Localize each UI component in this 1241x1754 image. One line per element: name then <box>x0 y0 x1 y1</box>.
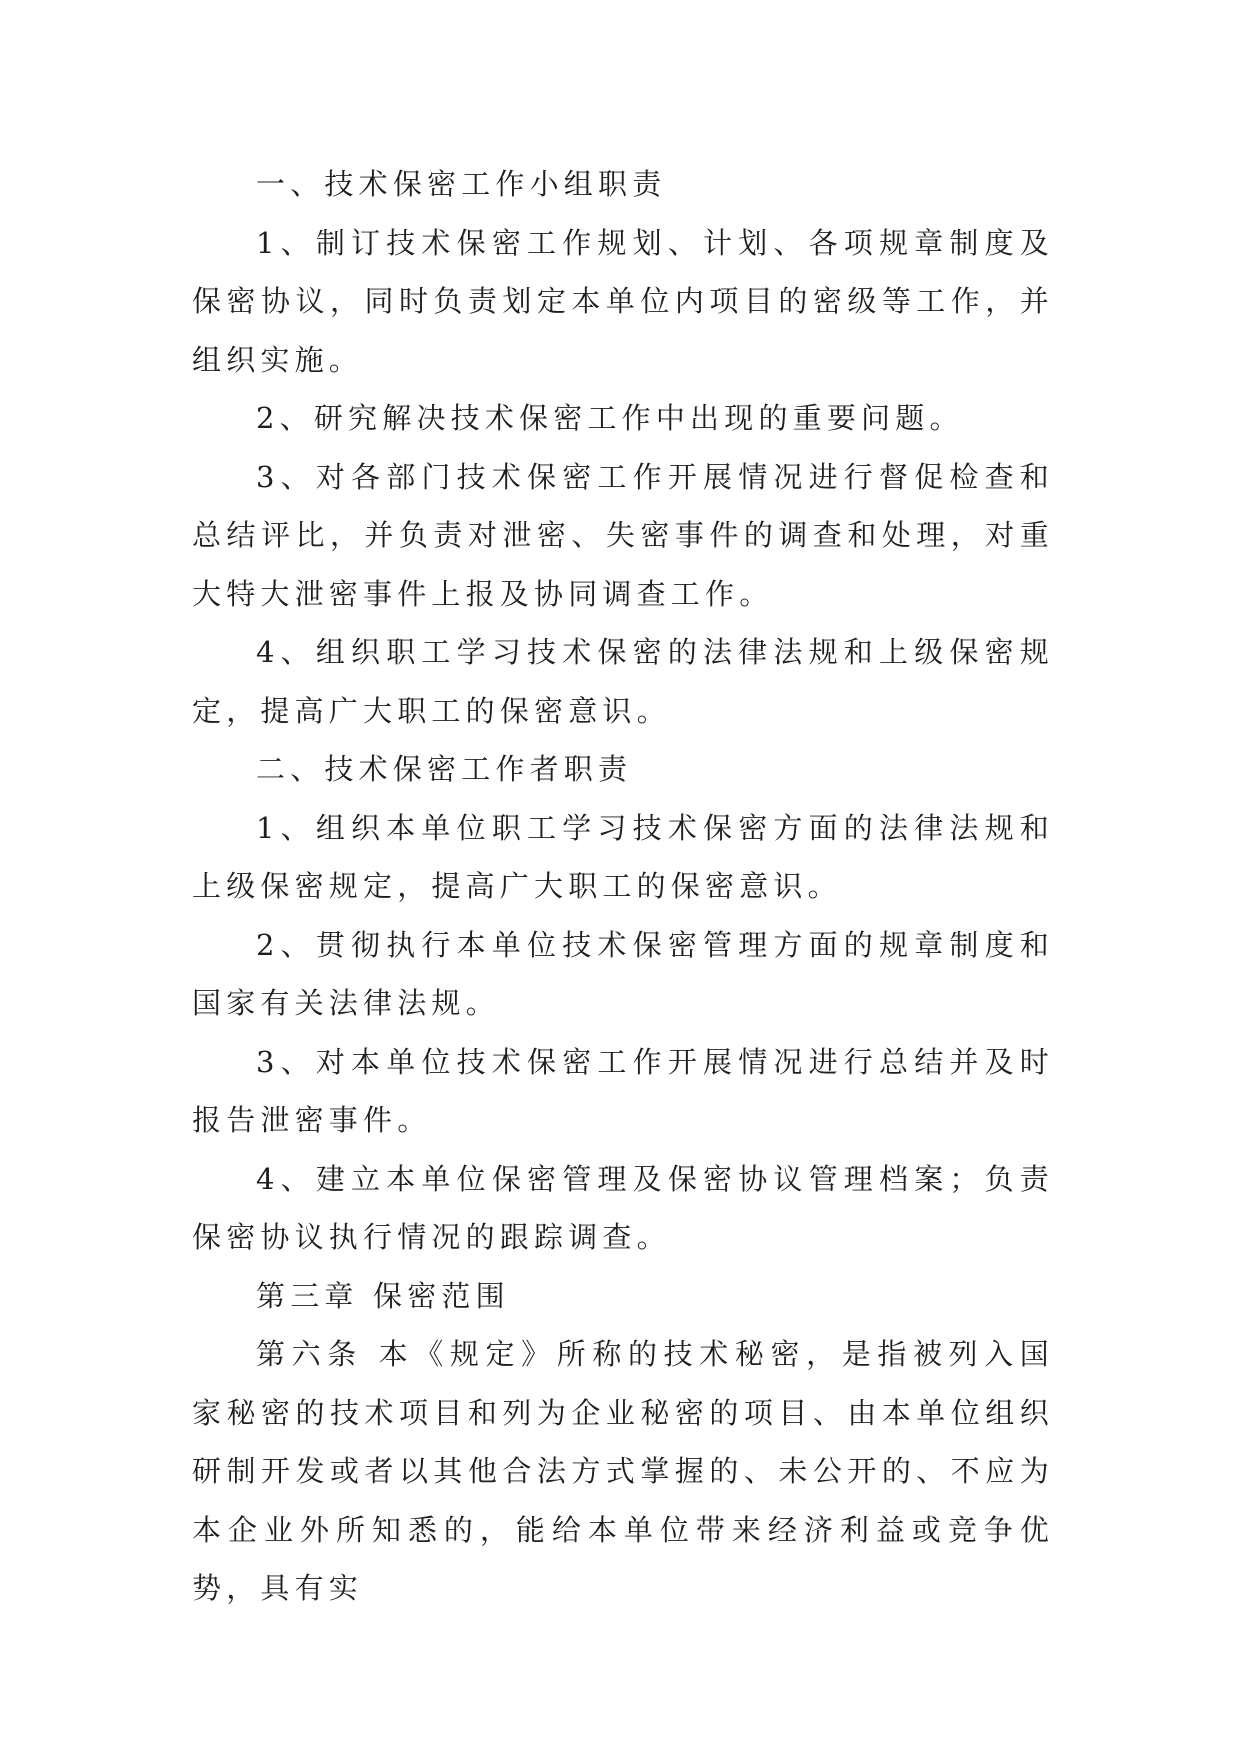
paragraph-group-duty-4: 4、组织职工学习技术保密的法律法规和上级保密规定，提高广大职工的保密意识。 <box>192 635 1054 728</box>
paragraph-worker-duty-4: 4、建立本单位保密管理及保密协议管理档案；负责保密协议执行情况的跟踪调查。 <box>192 1161 1054 1254</box>
paragraph-article-six: 第六条 本《规定》所称的技术秘密，是指被列入国家秘密的技术项目和列为企业秘密的项目、由本单位组织研制开发或者以其他合法方式掌握的、未公开的、不应为本企业外所知悉的，能给本单位带来经济利益或竞争优势，具有实 <box>192 1337 1054 1605</box>
section-heading-worker-duties: 二、技术保密工作者职责 <box>256 752 633 786</box>
paragraph-worker-duty-3: 3、对本单位技术保密工作开展情况进行总结并及时报告泄密事件。 <box>192 1044 1054 1137</box>
paragraph-worker-duty-2: 2、贯彻执行本单位技术保密管理方面的规章制度和国家有关法律法规。 <box>192 927 1054 1020</box>
paragraph-worker-duty-1: 1、组织本单位职工学习技术保密方面的法律法规和上级保密规定，提高广大职工的保密意识。 <box>192 810 1054 903</box>
paragraph-group-duty-3: 3、对各部门技术保密工作开展情况进行督促检查和总结评比，并负责对泄密、失密事件的调查和处理，对重大特大泄密事件上报及协同调查工作。 <box>192 459 1054 611</box>
section-heading-group-duties: 一、技术保密工作小组职责 <box>256 167 667 201</box>
paragraph-group-duty-2: 2、研究解决技术保密工作中出现的重要问题。 <box>256 401 964 435</box>
paragraph-group-duty-1: 1、制订技术保密工作规划、计划、各项规章制度及保密协议，同时负责划定本单位内项目的密级等工作，并组织实施。 <box>192 225 1054 377</box>
document-body <box>192 155 1054 1618</box>
chapter-heading-scope: 第三章 保密范围 <box>256 1278 510 1313</box>
